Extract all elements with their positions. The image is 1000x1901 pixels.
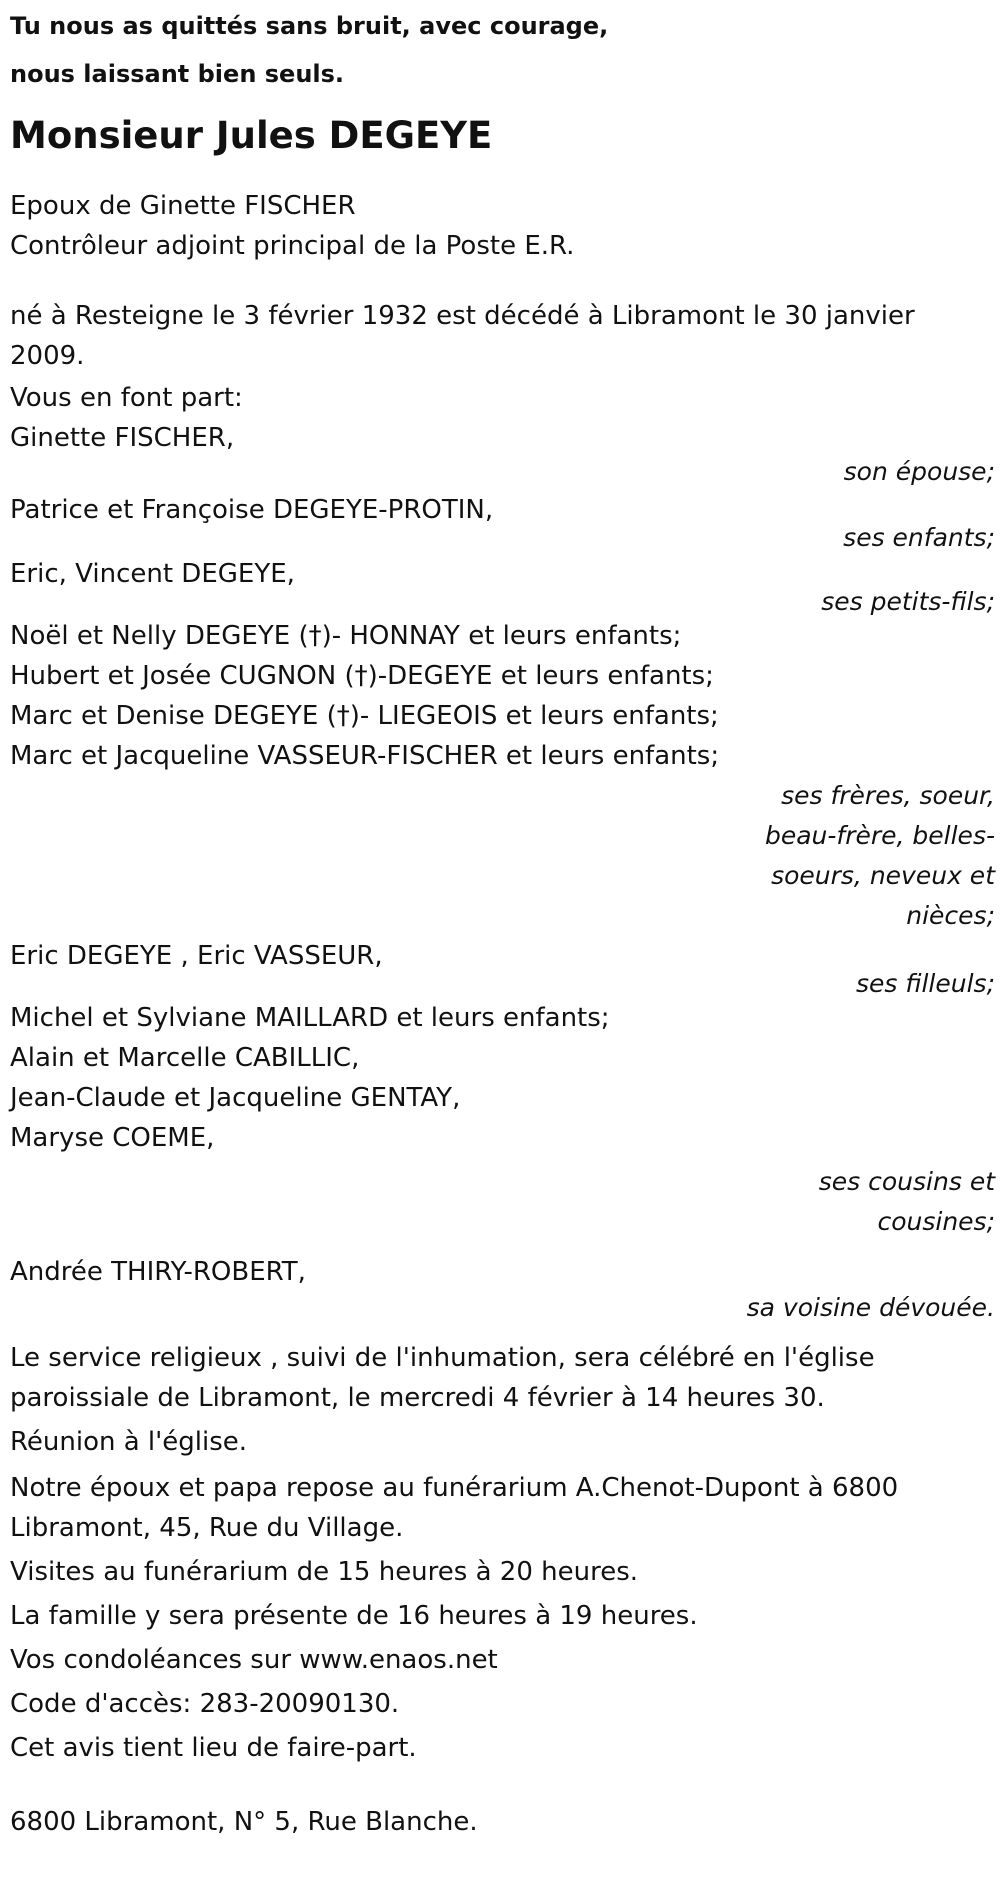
notice-line: Cet avis tient lieu de faire-part.: [10, 1733, 417, 1763]
group-name: Maryse COEME,: [10, 1123, 215, 1153]
group-name: Patrice et Françoise DEGEYE-PROTIN,: [10, 495, 494, 525]
group-godsons: [10, 936, 995, 1004]
group-name: Jean-Claude et Jacqueline GENTAY,: [10, 1083, 461, 1113]
intro-verse: [10, 0, 995, 98]
intro-line-2: nous laissant bien seuls.: [10, 60, 345, 88]
intro-line-1: Tu nous as quittés sans bruit, avec courage,: [10, 12, 609, 40]
group-siblings: [10, 616, 995, 936]
address-line: 6800 Libramont, N° 5, Rue Blanche.: [10, 1807, 478, 1837]
profession-line: Contrôleur adjoint principal de la Poste E.R.: [10, 231, 575, 261]
group-neighbor: [10, 1252, 995, 1328]
group-spouse: [10, 418, 995, 492]
obituary-notice: [10, 0, 995, 1842]
group-name: Andrée THIRY-ROBERT,: [10, 1257, 306, 1287]
group-grandsons: [10, 554, 995, 622]
visits-line: Visites au funérarium de 15 heures à 20 heures.: [10, 1557, 639, 1587]
birth-death-line: né à Resteigne le 3 février 1932 est décédé à Libramont le 30 janvier 2009.: [10, 301, 915, 371]
group-role: ses frères, soeur, beau-frère, belles-soeurs, neveux et nièces;: [764, 781, 995, 930]
group-role: sa voisine dévouée.: [746, 1293, 995, 1322]
spouse-line: Epoux de Ginette FISCHER: [10, 191, 356, 221]
group-name: Eric DEGEYE , Eric VASSEUR,: [10, 941, 383, 971]
service-paragraph: Le service religieux , suivi de l'inhumation, sera célébré en l'église paroissiale de Libramont, le mercredi 4 février à 14 heures 30.: [10, 1343, 875, 1413]
group-cousins: [10, 998, 995, 1242]
group-name: Eric, Vincent DEGEYE,: [10, 559, 295, 589]
group-role: ses enfants;: [843, 523, 995, 552]
meeting-line: Réunion à l'église.: [10, 1427, 248, 1457]
group-name: Michel et Sylviane MAILLARD et leurs enfants;: [10, 1003, 610, 1033]
group-name: Hubert et Josée CUGNON (†)-DEGEYE et leurs enfants;: [10, 661, 714, 691]
group-name: Ginette FISCHER,: [10, 423, 235, 453]
deceased-name: Monsieur Jules DEGEYE: [10, 114, 493, 157]
condolences-line: Vos condoléances sur www.enaos.net: [10, 1645, 498, 1675]
group-name: Marc et Jacqueline VASSEUR-FISCHER et leurs enfants;: [10, 741, 720, 771]
announce-line: Vous en font part:: [10, 383, 243, 413]
group-role: ses petits-fils;: [821, 587, 995, 616]
group-name: Noël et Nelly DEGEYE (†)- HONNAY et leurs enfants;: [10, 621, 682, 651]
group-name: Marc et Denise DEGEYE (†)- LIEGEOIS et leurs enfants;: [10, 701, 719, 731]
group-role: ses filleuls;: [855, 969, 995, 998]
family-line: La famille y sera présente de 16 heures à 19 heures.: [10, 1601, 698, 1631]
group-role: son épouse;: [843, 457, 995, 486]
group-role: ses cousins et cousines;: [818, 1167, 995, 1236]
funeral-home-paragraph: Notre époux et papa repose au funérarium A.Chenot-Dupont à 6800 Libramont, 45, Rue du Village.: [10, 1473, 899, 1543]
group-name: Alain et Marcelle CABILLIC,: [10, 1043, 360, 1073]
access-code-line: Code d'accès: 283-20090130.: [10, 1689, 400, 1719]
group-children: [10, 490, 995, 558]
